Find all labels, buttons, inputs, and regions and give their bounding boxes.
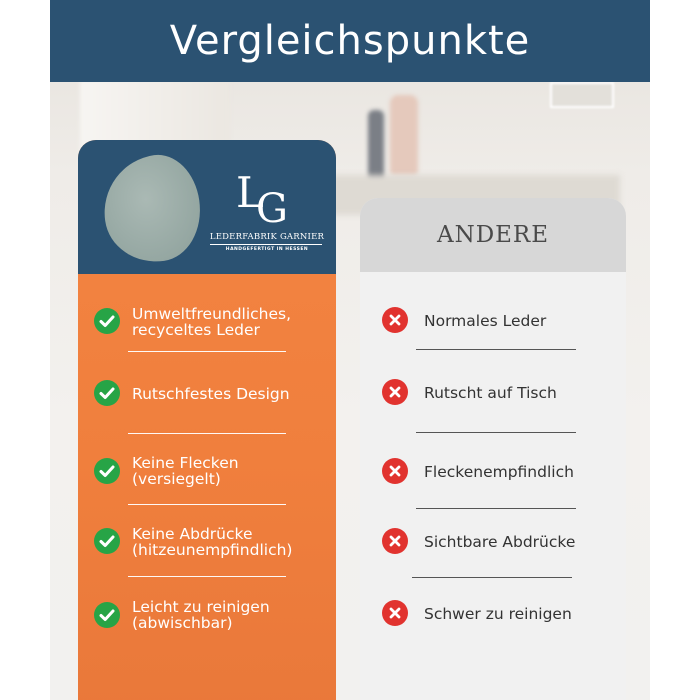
drawback-item: Sichtbare Abdrücke: [424, 533, 576, 551]
brand-name: LEDERFABRIK GARNIER: [209, 232, 325, 242]
x-icon: [382, 600, 408, 626]
feature-line-1: Leicht zu reinigen: [132, 598, 270, 616]
check-icon: [94, 602, 120, 628]
drawback-item: Fleckenempfindlich: [424, 463, 574, 481]
drawback-item: Rutscht auf Tisch: [424, 384, 557, 402]
feature-item: [132, 306, 291, 338]
divider: [128, 433, 286, 434]
feature-line-2: (versiegelt): [132, 470, 221, 488]
x-icon: [382, 307, 408, 333]
feature-line-2: recyceltes Leder: [132, 321, 260, 339]
x-icon: [382, 379, 408, 405]
coaster-image: [97, 150, 207, 268]
x-icon: [382, 458, 408, 484]
check-icon: [94, 528, 120, 554]
check-icon: [94, 308, 120, 334]
feature-line-1: Rutschfestes Design: [132, 385, 290, 403]
competitor-title: ANDERE: [436, 222, 550, 248]
logo-letter-l: L: [236, 168, 264, 217]
divider: [416, 508, 576, 509]
check-icon: [94, 458, 120, 484]
infographic: [50, 0, 650, 700]
brand-tagline: HANDGEFERTIGT IN HESSEN: [225, 247, 309, 252]
brand-divider: [210, 244, 322, 245]
feature-line-2: (abwischbar): [132, 614, 233, 632]
drawback-item: Schwer zu reinigen: [424, 605, 572, 623]
feature-item: [132, 455, 239, 487]
feature-item: [132, 599, 270, 631]
feature-line-1: Keine Flecken: [132, 454, 239, 472]
feature-line-2: (hitzeunempfindlich): [132, 541, 293, 559]
page-title: Vergleichspunkte: [169, 18, 531, 64]
product-column: [78, 140, 336, 700]
feature-line-1: Keine Abdrücke: [132, 525, 253, 543]
divider: [416, 432, 576, 433]
header-banner: [50, 0, 650, 82]
product-header: [78, 140, 336, 274]
divider: [128, 351, 286, 352]
drawback-item: Normales Leder: [424, 312, 547, 330]
divider: [128, 504, 286, 505]
check-icon: [94, 380, 120, 406]
background-vase: [390, 95, 418, 175]
competitor-column: [360, 198, 626, 700]
feature-item: [132, 386, 290, 402]
competitor-header: [360, 198, 626, 272]
background-picture: [550, 82, 614, 108]
feature-item: [132, 526, 292, 558]
x-icon: [382, 528, 408, 554]
logo-letter-g: G: [256, 186, 288, 232]
feature-line-1: Umweltfreundliches,: [132, 305, 292, 323]
divider: [416, 349, 576, 350]
brand-logo: [228, 168, 298, 230]
divider: [412, 577, 572, 578]
divider: [128, 576, 286, 577]
